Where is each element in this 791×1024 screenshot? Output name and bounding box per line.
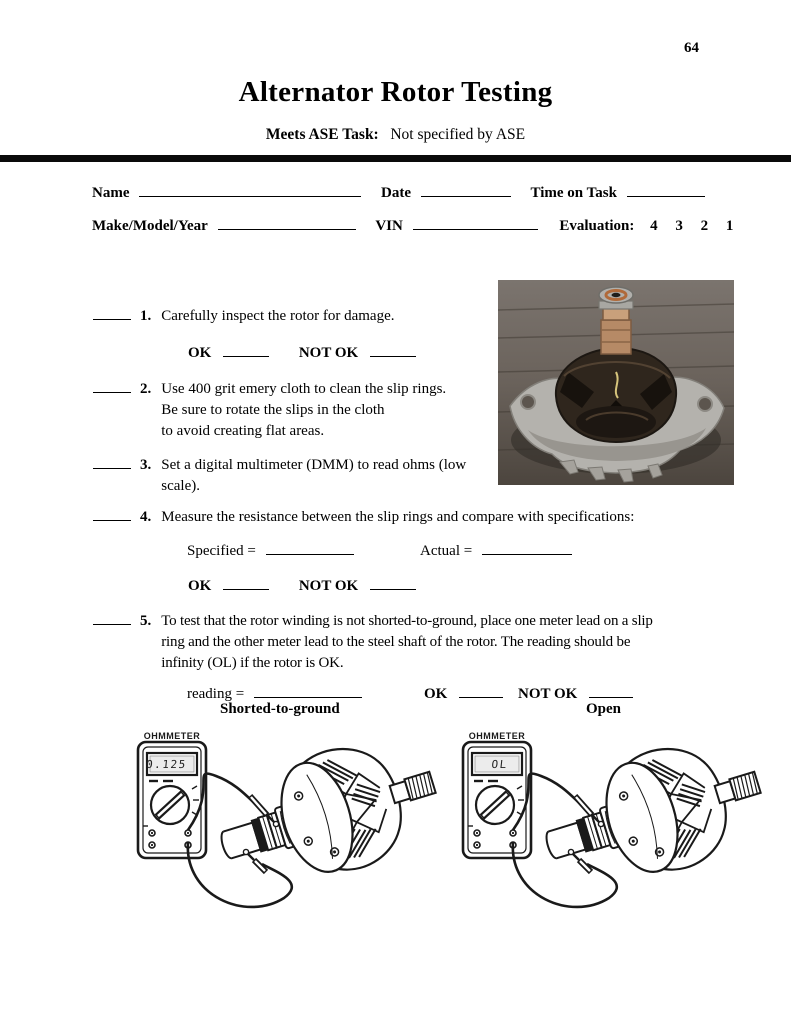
make-model-year-label: Make/Model/Year: [92, 218, 208, 234]
ase-task-line: [0, 126, 791, 144]
step-2-check-blank: [93, 379, 131, 393]
name-field: [139, 183, 361, 197]
step-5: [93, 611, 653, 674]
page-title: Alternator Rotor Testing: [238, 76, 553, 108]
ohmmeter-label: OHMMETER: [468, 731, 526, 741]
ohmmeter-label: OHMMETER: [143, 731, 201, 741]
rotor-photo-art: [498, 280, 734, 485]
ase-task-value: Not specified by ASE: [390, 126, 526, 143]
step-1-number: 1.: [140, 308, 152, 324]
time-on-task-label: Time on Task: [530, 185, 617, 201]
make-model-year-field: [218, 216, 356, 230]
step-3: [93, 455, 466, 497]
vin-label: VIN: [375, 218, 403, 234]
rotor-photo: [498, 280, 734, 490]
diagram-open: [453, 714, 763, 947]
not-ok-label: NOT OK: [298, 578, 359, 594]
step-1-check-blank: [93, 306, 131, 320]
ok-blank: [223, 343, 269, 357]
specified-group: [187, 541, 354, 561]
divider-rule: [0, 155, 791, 162]
reading-label: reading =: [187, 686, 245, 702]
step-1: [93, 306, 395, 327]
evaluation-2: 2: [700, 218, 709, 234]
diagram-shorted-art: [128, 714, 438, 942]
evaluation-4: 4: [650, 218, 658, 234]
page-number: 64: [684, 40, 699, 56]
ok-label: OK: [424, 686, 448, 702]
step-4-text: Measure the resistance between the slip rings and compare with specifications:: [161, 509, 635, 525]
step-2: [93, 379, 446, 442]
step-5-check-blank: [93, 611, 131, 625]
specified-blank: [266, 541, 354, 555]
not-ok-label: NOT OK: [298, 345, 359, 361]
form-row-name: [92, 183, 705, 203]
evaluation-3: 3: [675, 218, 683, 234]
actual-blank: [482, 541, 572, 555]
date-field: [421, 183, 511, 197]
ok-label: OK: [188, 578, 212, 594]
step-5-text: To test that the rotor winding is not shorted-to-ground, place one meter lead on a slip ring and the other meter lead to the steel shaft of the rotor. The reading should be infinity (OL) if the rotor is OK.: [161, 613, 653, 671]
diagram-open-art: [453, 714, 763, 942]
diagram-shorted-to-ground: [128, 714, 438, 947]
reading-blank: [254, 684, 362, 698]
caption-open: Open: [586, 701, 622, 717]
name-label: Name: [92, 185, 130, 201]
ok-label: OK: [188, 345, 212, 361]
ok-blank: [459, 684, 503, 698]
step-4-check-blank: [93, 507, 131, 521]
step-3-number: 3.: [140, 457, 152, 473]
evaluation-1: 1: [725, 218, 734, 234]
specified-label: Specified =: [187, 543, 256, 559]
step-4-ok-row: [188, 576, 416, 596]
form-row-vehicle: [92, 216, 733, 236]
evaluation-label: Evaluation:: [559, 218, 635, 234]
vin-field: [413, 216, 538, 230]
step-3-text: Set a digital multimeter (DMM) to read ohms (low scale).: [161, 457, 467, 494]
ase-task-label: Meets ASE Task:: [265, 126, 379, 143]
ok-group: [424, 684, 503, 704]
step-5-number: 5.: [140, 613, 152, 629]
not-ok-blank: [370, 343, 416, 357]
ok-blank: [223, 576, 269, 590]
not-ok-blank: [589, 684, 633, 698]
meter-reading: 0.125: [145, 758, 188, 771]
actual-group: [420, 541, 572, 561]
meter-reading: OL: [490, 758, 509, 771]
not-ok-blank: [370, 576, 416, 590]
step-2-number: 2.: [140, 381, 152, 397]
step-1-ok-row: [188, 343, 416, 363]
step-2-text: Use 400 grit emery cloth to clean the slip rings. Be sure to rotate the slips in the cloth to avoid creating flat areas.: [161, 381, 447, 439]
step-4: [93, 507, 634, 528]
step-1-text: Carefully inspect the rotor for damage.: [161, 308, 395, 324]
caption-shorted-to-ground: Shorted-to-ground: [220, 701, 340, 717]
date-label: Date: [381, 185, 411, 201]
step-3-check-blank: [93, 455, 131, 469]
step-4-number: 4.: [140, 509, 152, 525]
not-ok-label: NOT OK: [518, 686, 578, 702]
actual-label: Actual =: [420, 543, 473, 559]
time-on-task-field: [627, 183, 705, 197]
